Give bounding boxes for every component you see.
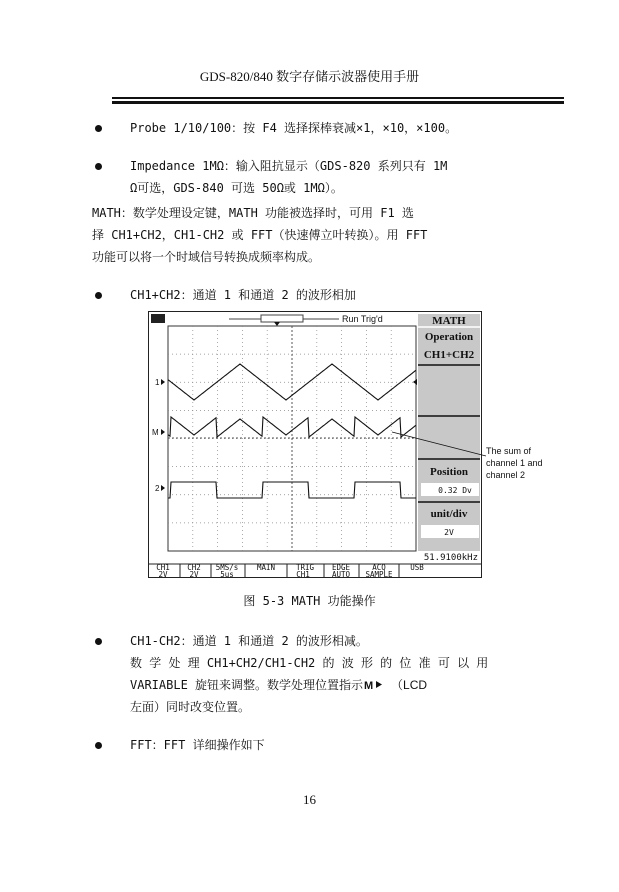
bottom-edge-top: EDGE (331, 563, 351, 572)
math-position-indicator-icon (364, 679, 390, 693)
operation-label[interactable]: Operation (424, 331, 474, 343)
sub-text-4: 左面）同时改变位置。 (130, 700, 251, 714)
frequency-readout: 51.9100kHz (423, 553, 478, 563)
sub-text-3a: VARIABLE 旋钮来调整。数学处理位置指示 (130, 678, 364, 692)
bottom-ch1-bot: 2V (158, 570, 168, 577)
fft-text: FFT：FFT 详细操作如下 (130, 738, 265, 752)
position-value: 0.32 Dv (438, 486, 472, 495)
unit-value: 2V (444, 528, 454, 537)
sub-text-3b: （LCD (391, 678, 428, 692)
annotation-pointer (390, 420, 500, 470)
annotation-line-1: The sum of (486, 446, 532, 456)
bottom-ch2-top: CH2 (187, 563, 201, 572)
math-text-2: 择 CH1+CH2，CH1-CH2 或 FFT（快速傅立叶转换）。用 FFT (92, 228, 428, 242)
math-marker: M (152, 428, 159, 437)
bottom-rate-bot: 5us (220, 570, 234, 577)
scope-status: Run Trig'd (342, 314, 383, 324)
page-header-title: GDS-820/840 数字存储示波器使用手册 (199, 69, 420, 84)
sub-text-2: 数 学 处 理 CH1+CH2/CH1-CH2 的 波 形 的 位 准 可 以 用 (130, 656, 489, 670)
bottom-ch1-top: CH1 (156, 563, 170, 572)
bottom-rate-top: 5MS/s (215, 563, 239, 572)
bullet (95, 163, 102, 170)
ch2-marker: 2 (155, 484, 160, 493)
bottom-acq-top: ACQ (372, 563, 386, 572)
bullet (95, 638, 102, 645)
bottom-edge-bot: AUTO (331, 570, 351, 577)
operation-value[interactable]: CH1+CH2 (423, 349, 475, 361)
sub-text-3 (130, 676, 427, 693)
bullet (95, 292, 102, 299)
bottom-usb: USB (410, 563, 424, 572)
bottom-main: MAIN (256, 563, 276, 572)
math-text-3: 功能可以将一个时域信号转换成频率构成。 (92, 250, 321, 264)
add-text: CH1+CH2：通道 1 和通道 2 的波形相加 (130, 288, 356, 302)
impedance-text-1: Impedance 1MΩ：输入阻抗显示（GDS-820 系列只有 1M (130, 159, 448, 173)
svg-text:M: M (364, 679, 374, 690)
annotation-line-3: channel 2 (486, 470, 526, 480)
bottom-trig-bot: CH1 (296, 570, 310, 577)
bottom-acq-bot: SAMPLE (365, 570, 393, 577)
bottom-trig-top: TRIG (295, 563, 315, 572)
impedance-text-2: Ω可选，GDS-840 可选 50Ω或 1MΩ）。 (130, 181, 343, 195)
sub-text-1: CH1-CH2：通道 1 和通道 2 的波形相减。 (130, 634, 368, 648)
annotation-line-2: channel 1 and (486, 458, 543, 468)
position-label[interactable]: Position (430, 466, 468, 478)
menu-title: MATH (432, 315, 466, 327)
probe-text: Probe 1/10/100：按 F4 选择探棒衰减×1，×10，×100。 (130, 121, 458, 135)
page-number: 16 (303, 792, 316, 807)
trigger-pos-icon (274, 322, 280, 326)
ch1-marker: 1 (155, 378, 160, 387)
unit-label[interactable]: unit/div (430, 508, 468, 520)
bottom-ch2-bot: 2V (189, 570, 199, 577)
math-text-1: MATH：数学处理设定键，MATH 功能被选择时，可用 F1 选 (92, 206, 414, 220)
header-rule-thin (112, 97, 564, 99)
scope-logo-icon (151, 314, 165, 323)
header-rule-thick (112, 101, 564, 104)
bullet (95, 125, 102, 132)
figure-caption: 图 5-3 MATH 功能操作 (243, 594, 376, 608)
bullet (95, 742, 102, 749)
